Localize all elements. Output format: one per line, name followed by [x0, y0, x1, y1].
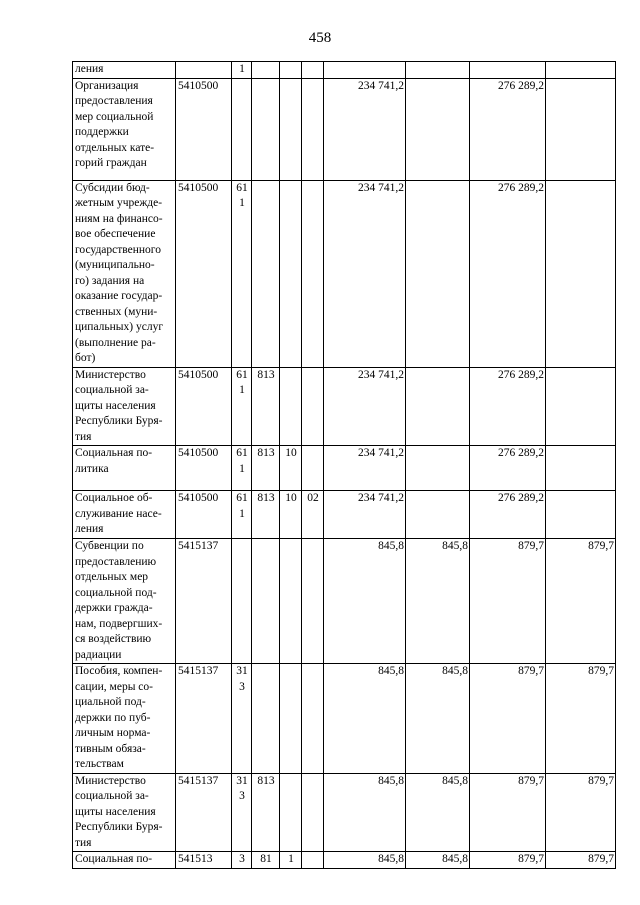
- section-code: [280, 367, 302, 446]
- amount-4: [546, 62, 616, 79]
- target-code: 5410500: [176, 367, 232, 446]
- amount-2: [406, 180, 470, 367]
- section-code: 10: [280, 446, 302, 491]
- row-name: Социальная по- литика: [73, 446, 176, 491]
- expense-type: 611: [232, 491, 252, 539]
- amount-2: 845,8: [406, 773, 470, 852]
- amount-4: [546, 180, 616, 367]
- ministry-code: 813: [252, 446, 280, 491]
- amount-2: [406, 446, 470, 491]
- amount-1: 234 741,2: [324, 78, 406, 180]
- ministry-code: 813: [252, 367, 280, 446]
- amount-1: 234 741,2: [324, 446, 406, 491]
- target-code: 5410500: [176, 491, 232, 539]
- table-row: [73, 491, 616, 539]
- amount-1: 845,8: [324, 664, 406, 774]
- ministry-code: [252, 180, 280, 367]
- amount-1: [324, 62, 406, 79]
- subsection-code: [302, 62, 324, 79]
- expense-type: [232, 539, 252, 664]
- amount-2: [406, 367, 470, 446]
- table-row: [73, 852, 616, 869]
- expense-type: 3: [232, 852, 252, 869]
- amount-4: 879,7: [546, 664, 616, 774]
- table-row: [73, 446, 616, 491]
- subsection-code: [302, 852, 324, 869]
- amount-2: [406, 491, 470, 539]
- table-row: [73, 664, 616, 774]
- amount-3: 276 289,2: [470, 491, 546, 539]
- row-name: Социальная по-: [73, 852, 176, 869]
- amount-1: 845,8: [324, 539, 406, 664]
- amount-4: 879,7: [546, 773, 616, 852]
- section-code: [280, 180, 302, 367]
- amount-4: [546, 78, 616, 180]
- subsection-code: [302, 180, 324, 367]
- expense-type: 313: [232, 664, 252, 774]
- row-name: ления: [73, 62, 176, 79]
- target-code: 5415137: [176, 773, 232, 852]
- amount-3: 276 289,2: [470, 367, 546, 446]
- amount-3: 879,7: [470, 539, 546, 664]
- row-name: Социальное об- служивание насе- ления: [73, 491, 176, 539]
- ministry-code: [252, 539, 280, 664]
- subsection-code: [302, 446, 324, 491]
- ministry-code: [252, 62, 280, 79]
- table-row: [73, 78, 616, 180]
- table-row: [73, 773, 616, 852]
- subsection-code: [302, 78, 324, 180]
- target-code: 5410500: [176, 180, 232, 367]
- target-code: 541513: [176, 852, 232, 869]
- amount-2: 845,8: [406, 664, 470, 774]
- subsection-code: [302, 664, 324, 774]
- subsection-code: [302, 367, 324, 446]
- section-code: 1: [280, 852, 302, 869]
- table-row: [73, 62, 616, 79]
- target-code: 5410500: [176, 78, 232, 180]
- expense-type: 1: [232, 62, 252, 79]
- amount-3: 879,7: [470, 664, 546, 774]
- amount-1: 234 741,2: [324, 491, 406, 539]
- amount-3: 276 289,2: [470, 78, 546, 180]
- amount-4: 879,7: [546, 539, 616, 664]
- section-code: [280, 539, 302, 664]
- amount-4: [546, 367, 616, 446]
- section-code: [280, 78, 302, 180]
- row-name: Субвенции по предоставлению отдельных мер социальной под- держки гражда- нам, подвергших- ся воздействию радиации: [73, 539, 176, 664]
- ministry-code: [252, 664, 280, 774]
- table-row: [73, 367, 616, 446]
- amount-2: 845,8: [406, 852, 470, 869]
- row-name: Министерство социальной за- щиты населения Республики Буря- тия: [73, 367, 176, 446]
- amount-4: 879,7: [546, 852, 616, 869]
- row-name: Министерство социальной за- щиты населения Республики Буря- тия: [73, 773, 176, 852]
- amount-2: 845,8: [406, 539, 470, 664]
- amount-1: 845,8: [324, 852, 406, 869]
- expense-type: 313: [232, 773, 252, 852]
- amount-3: 879,7: [470, 852, 546, 869]
- table-row: [73, 180, 616, 367]
- subsection-code: [302, 773, 324, 852]
- section-code: [280, 664, 302, 774]
- expense-type: 611: [232, 367, 252, 446]
- table-row: [73, 539, 616, 664]
- target-code: 5415137: [176, 664, 232, 774]
- ministry-code: 81: [252, 852, 280, 869]
- row-name: Пособия, компен- сации, меры со- циальной под- держки по пуб- личным норма- тивным обяза- тельствам: [73, 664, 176, 774]
- amount-3: 879,7: [470, 773, 546, 852]
- amount-1: 845,8: [324, 773, 406, 852]
- amount-4: [546, 491, 616, 539]
- amount-3: [470, 62, 546, 79]
- subsection-code: 02: [302, 491, 324, 539]
- amount-3: 276 289,2: [470, 446, 546, 491]
- expense-type: [232, 78, 252, 180]
- section-code: 10: [280, 491, 302, 539]
- amount-1: 234 741,2: [324, 180, 406, 367]
- amount-2: [406, 62, 470, 79]
- section-code: [280, 773, 302, 852]
- target-code: 5410500: [176, 446, 232, 491]
- subsection-code: [302, 539, 324, 664]
- row-name: Организация предоставления мер социальной поддержки отдельных кате- горий граждан: [73, 78, 176, 180]
- target-code: 5415137: [176, 539, 232, 664]
- ministry-code: 813: [252, 491, 280, 539]
- page-number: 458: [308, 30, 332, 46]
- section-code: [280, 62, 302, 79]
- ministry-code: [252, 78, 280, 180]
- row-name: Субсидии бюд- жетным учрежде- ниям на финансо- вое обеспечение государственного (муниципально- го) задания на оказание государ- ственных (муни- ципальных) услуг (выполнение ра- бот): [73, 180, 176, 367]
- amount-2: [406, 78, 470, 180]
- amount-3: 276 289,2: [470, 180, 546, 367]
- ministry-code: 813: [252, 773, 280, 852]
- budget-table: [72, 61, 616, 869]
- expense-type: 611: [232, 180, 252, 367]
- amount-1: 234 741,2: [324, 367, 406, 446]
- target-code: [176, 62, 232, 79]
- amount-4: [546, 446, 616, 491]
- expense-type: 611: [232, 446, 252, 491]
